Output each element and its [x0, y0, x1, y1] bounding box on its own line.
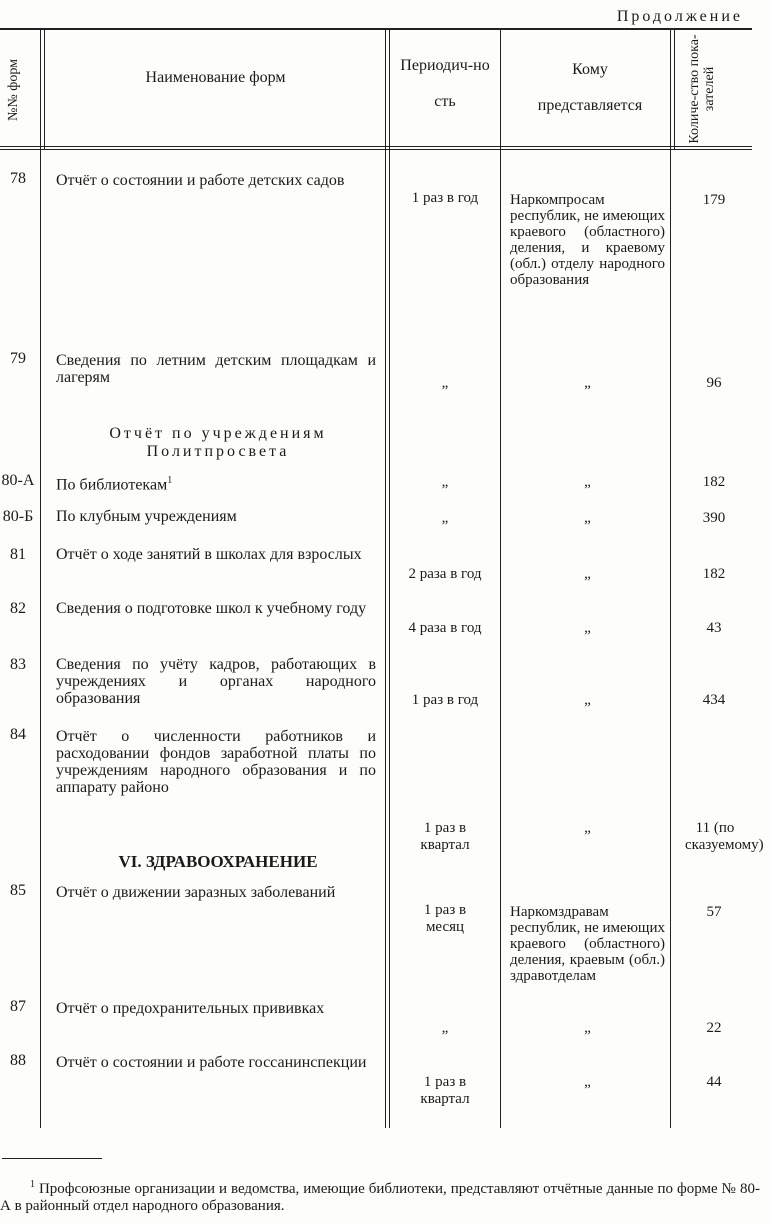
row-87-num: 87	[10, 998, 26, 1015]
header-name: Наименование форм	[145, 69, 286, 86]
row-88-recipient: „	[584, 1074, 591, 1090]
row-83-name: Сведения по учёту кадров, работающих в учреждениях и органах народного образования	[56, 656, 376, 707]
row-80a-name-text: По библиотекам	[56, 476, 168, 494]
header-num: №№ форм	[6, 59, 21, 121]
row-87-quantity: 22	[706, 1020, 722, 1036]
row-83-recipient: „	[584, 692, 591, 708]
row-88-periodicity: 1 раз в квартал	[420, 1074, 470, 1107]
header-periodicity	[392, 48, 498, 121]
col-divider-4b	[674, 28, 675, 150]
row-78-name	[56, 172, 376, 189]
footnote-text: Профсоюзные организации и ведомства, имеющие библиотеки, представляют отчётные данные по форме № 80-А в районный отдел народного образования.	[0, 1181, 761, 1214]
row-78-quantity: 179	[702, 192, 726, 208]
row-79-quantity: 96	[706, 375, 722, 391]
row-79-num: 79	[10, 350, 26, 367]
row-80a-quantity: 182	[702, 474, 726, 490]
row-80b-quantity: 390	[702, 510, 726, 526]
row-80a-name	[56, 472, 376, 493]
row-79-name: Сведения по летним детским площадкам и лагерям	[56, 352, 376, 386]
row-82-periodicity: 4 раза в год	[408, 620, 482, 636]
col-divider-1b	[44, 28, 45, 150]
row-78-periodicity: 1 раз в год	[411, 190, 479, 206]
row-83-quantity: 434	[702, 692, 726, 708]
row-79-recipient: „	[584, 375, 591, 391]
header-recipient: Кому представляется	[537, 61, 643, 114]
row-79-periodicity: „	[441, 375, 449, 391]
row-81-recipient: „	[584, 566, 591, 582]
header-bottom-rule-2	[0, 149, 752, 150]
row-80a-periodicity: „	[441, 474, 449, 490]
table-top-rule	[0, 28, 752, 30]
row-81-name: Отчёт о ходе занятий в школах для взрослых	[56, 546, 362, 563]
header-periodicity-text: Периодич-ность	[400, 57, 490, 110]
row-80b-num: 80-Б	[2, 508, 34, 525]
row-78-recipient: Наркомпросам республик, не имеющих краевого (областного) деления, и краевому (обл.) отделу народного образования	[510, 192, 665, 288]
row-82-quantity: 43	[706, 620, 722, 636]
row-88-num: 88	[10, 1052, 26, 1069]
row-84-num: 84	[10, 726, 26, 743]
row-84-quantity: 11 (по сказуемому)	[685, 820, 764, 853]
footnote	[0, 1176, 760, 1215]
row-84-name: Отчёт о численности работников и расходовании фондов заработной платы по учреждениям народного образования и по аппарату районо	[56, 728, 376, 796]
row-83-periodicity: 1 раз в год	[411, 692, 479, 708]
row-88-name: Отчёт о состоянии и работе госсанинспекции	[56, 1054, 367, 1071]
row-85-periodicity: 1 раз в месяц	[423, 902, 467, 935]
row-84-recipient: „	[584, 820, 591, 836]
row-87-recipient: „	[584, 1020, 591, 1036]
row-81-quantity: 182	[702, 566, 726, 582]
header-quantity: Количе-ство пока-зателей	[687, 34, 717, 144]
col-divider-2	[385, 28, 386, 1128]
col-divider-3	[500, 28, 501, 1128]
politprosvet-subsection-title: Отчёт по учреждениям Политпросвета	[109, 425, 327, 460]
row-82-num: 82	[10, 600, 26, 617]
footnote-ref: 1	[167, 475, 173, 486]
header-bottom-rule	[0, 146, 752, 147]
row-80a-num: 80-А	[1, 472, 35, 489]
section-heading-healthcare: VI. ЗДРАВООХРАНЕНИЕ	[118, 852, 318, 871]
row-80b-periodicity: „	[441, 510, 449, 526]
row-83-num: 83	[10, 656, 26, 673]
footnote-mark: 1	[30, 1179, 35, 1190]
col-divider-2b	[389, 28, 390, 1128]
row-80b-name: По клубным учреждениям	[56, 508, 237, 525]
row-80b-recipient: „	[584, 510, 591, 526]
row-78-num: 78	[10, 170, 26, 187]
row-85-quantity: 57	[706, 904, 722, 920]
row-81-num: 81	[10, 546, 26, 563]
row-81-periodicity: 2 раза в год	[408, 566, 482, 582]
continuation-label: Продолжение	[616, 8, 743, 25]
row-85-num: 85	[10, 882, 26, 899]
row-80a-recipient: „	[584, 474, 591, 490]
row-78-name-text: Отчёт о состоянии и работе детских садов	[56, 172, 345, 189]
row-87-name: Отчёт о предохранительных прививках	[56, 1000, 325, 1017]
row-87-periodicity: „	[441, 1020, 449, 1036]
footnote-rule	[2, 1158, 102, 1159]
col-divider-1	[40, 28, 41, 1128]
col-divider-4	[670, 28, 671, 1128]
row-88-quantity: 44	[706, 1074, 722, 1090]
row-84-periodicity: 1 раз в квартал	[420, 820, 470, 853]
row-82-recipient: „	[584, 620, 591, 636]
row-85-recipient: Наркомздравам республик, не имеющих краевого (областного) деления, краевым (обл.) здравотделам	[510, 904, 665, 984]
row-82-name: Сведения о подготовке школ к учебному году	[56, 600, 367, 617]
row-85-name: Отчёт о движении заразных заболеваний	[56, 884, 336, 901]
